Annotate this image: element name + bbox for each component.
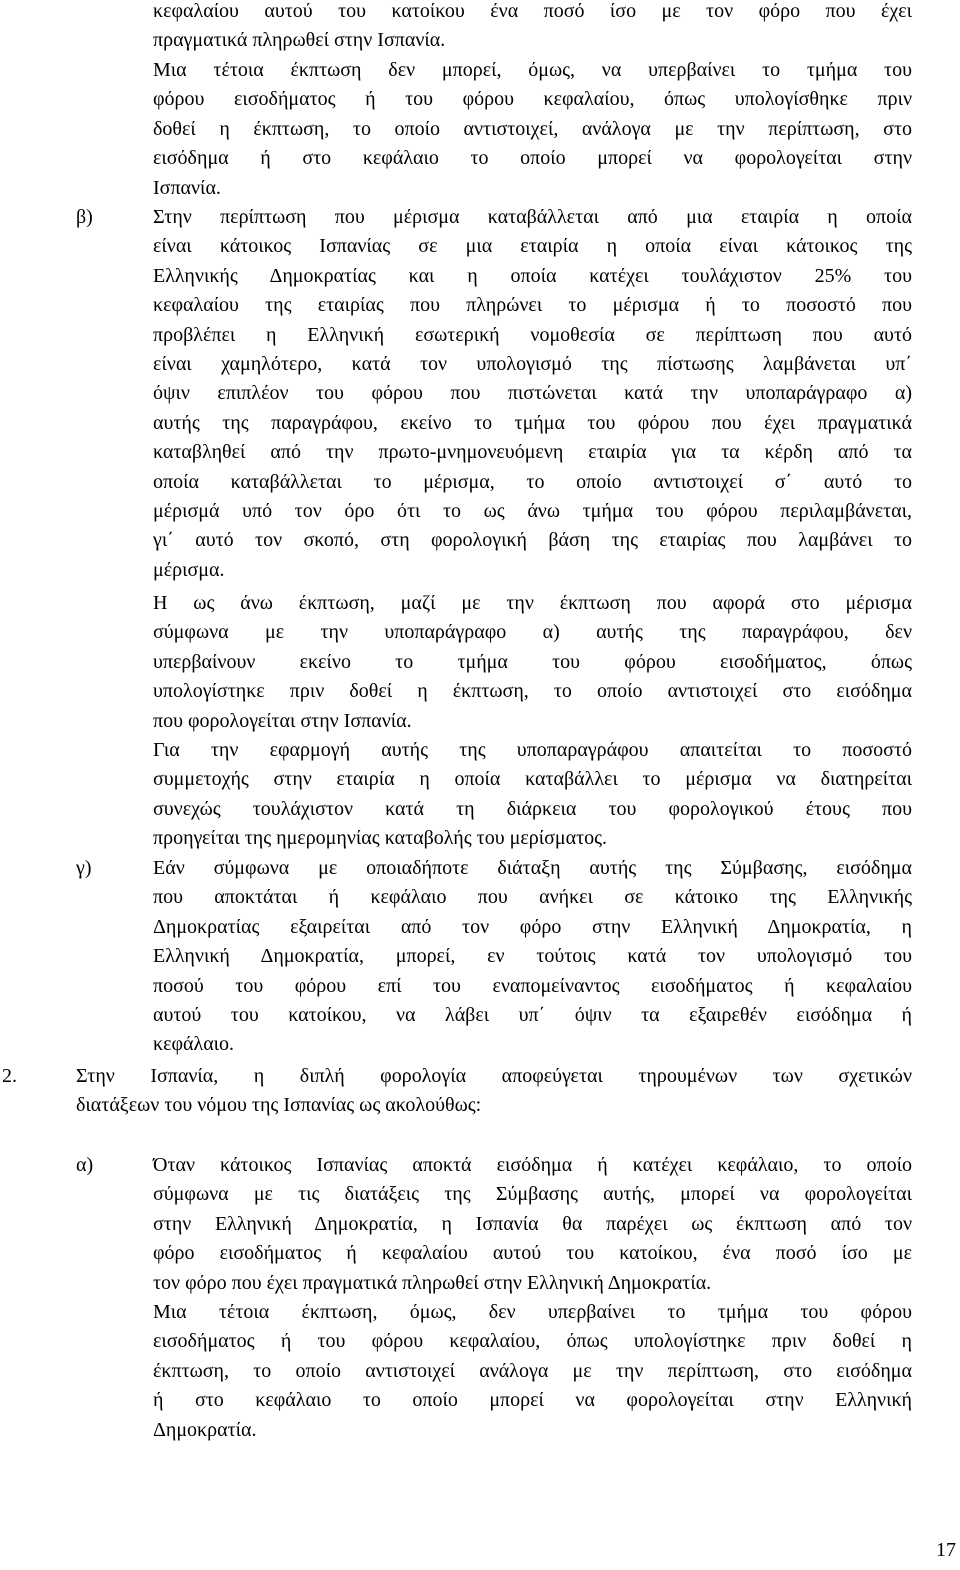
paragraph-beta xyxy=(153,203,912,585)
text-line: Μια τέτοια έκπτωση δεν μπορεί, όμως, να υπερβαίνει το τμήμα του xyxy=(153,59,912,81)
text-line: διατάξεων του νόμου της Ισπανίας ως ακολούθως: xyxy=(76,1094,482,1117)
text-line: συμμετοχής στην εταιρία η οποία καταβάλλει το μέρισμα να διατηρείται xyxy=(153,768,912,791)
paragraph-beta-deduction xyxy=(153,589,912,736)
text-line: Όταν κάτοικος Ισπανίας αποκτά εισόδημα ή κατέχει κεφάλαιο, το οποίο xyxy=(153,1154,912,1176)
text-line: κεφαλαίου αυτού του κατοίκου ένα ποσό ίσο με τον φόρο που έχει xyxy=(153,0,912,22)
text-line: αυτής της παραγράφου, εκείνο το τμήμα του φόρου που έχει πραγματικά xyxy=(153,411,912,434)
text-line: είναι χαμηλότερο, κατά τον υπολογισμό της πίστωσης λαμβάνεται υπ΄ xyxy=(153,353,912,376)
text-line: συνεχώς τουλάχιστον κατά τη διάρκεια του φορολογικού έτους που xyxy=(153,797,912,820)
text-line: πραγματικά πληρωθεί στην Ισπανία. xyxy=(153,29,446,52)
text-line: κεφαλαίου της εταιρίας που πληρώνει το μέρισμα ή το ποσοστό που xyxy=(153,294,912,317)
paragraph-continuation xyxy=(153,0,912,56)
text-line: είναι κάτοικος Ισπανίας σε μια εταιρία η οποία είναι κάτοικος της xyxy=(153,235,912,258)
text-line: όψιν επιπλέον του φόρου που πιστώνεται κατά την υποπαράγραφο α) xyxy=(153,382,912,405)
paragraph-beta-application xyxy=(153,736,912,854)
text-line: Στην περίπτωση που μέρισμα καταβάλλεται από μια εταιρία η οποία xyxy=(153,206,912,228)
page-number: 17 xyxy=(936,1539,956,1561)
text-line: Η ως άνω έκπτωση, μαζί με την έκπτωση που αφορά στο μέρισμα xyxy=(153,592,912,614)
text-line: μέρισμα. xyxy=(153,558,225,581)
text-line: Δημοκρατίας εξαιρείται από τον φόρο στην Ελληνική Δημοκρατία, η xyxy=(153,915,912,938)
paragraph-alpha xyxy=(153,1151,912,1298)
text-line: φόρου εισοδήματος ή του φόρου κεφαλαίου, όπως υπολογίσθηκε πριν xyxy=(153,88,912,111)
text-line: Ισπανία. xyxy=(153,176,221,199)
text-line: τον φόρο που έχει πραγματικά πληρωθεί στην Ελληνική Δημοκρατία. xyxy=(153,1271,712,1294)
text-line: που αποκτάται ή κεφάλαιο που ανήκει σε κάτοικο της Ελληνικής xyxy=(153,886,912,909)
item-label-beta: β) xyxy=(76,206,93,228)
paragraph-deduction-limit xyxy=(153,56,912,203)
text-line: Δημοκρατία. xyxy=(153,1418,257,1441)
text-line: μέρισμά υπό τον όρο ότι το ως άνω τμήμα του φόρου περιλαμβάνεται, xyxy=(153,500,912,523)
item-label-gamma: γ) xyxy=(76,857,92,879)
paragraph-2 xyxy=(76,1062,912,1121)
text-line: προηγείται της ημερομηνίας καταβολής του μερίσματος. xyxy=(153,827,608,850)
text-line: σύμφωνα με την υποπαράγραφο α) αυτής της παραγράφου, δεν xyxy=(153,621,912,644)
text-line: γι΄ αυτό τον σκοπό, στη φορολογική βάση της εταιρίας που λαμβάνει το xyxy=(153,529,912,552)
text-line: εισοδήματος ή του φόρου κεφαλαίου, όπως υπολογίστηκε πριν δοθεί η xyxy=(153,1330,912,1353)
text-line: Εάν σύμφωνα με οποιαδήποτε διάταξη αυτής της Σύμβασης, εισόδημα xyxy=(153,857,912,879)
text-line: Για την εφαρμογή αυτής της υποπαραγράφου απαιτείται το ποσοστό xyxy=(153,739,912,761)
paragraph-gamma xyxy=(153,854,912,1060)
text-line: ποσού του φόρου επί του εναπομείναντος εισοδήματος ή κεφαλαίου xyxy=(153,974,912,997)
item-label-alpha: α) xyxy=(76,1154,94,1176)
text-line: δοθεί η έκπτωση, το οποίο αντιστοιχεί, ανάλογα με την περίπτωση, στο xyxy=(153,117,912,140)
text-line: Ελληνική Δημοκρατία, μπορεί, εν τούτοις κατά τον υπολογισμό του xyxy=(153,945,912,968)
text-line: έκπτωση, το οποίο αντιστοιχεί ανάλογα με την περίπτωση, στο εισόδημα xyxy=(153,1359,912,1382)
text-line: εισόδημα ή στο κεφάλαιο το οποίο μπορεί να φορολογείται στην xyxy=(153,147,912,170)
text-line: Στην Ισπανία, η διπλή φορολογία αποφεύγεται τηρουμένων των σχετικών xyxy=(76,1065,912,1087)
text-line: σύμφωνα με τις διατάξεις της Σύμβασης αυτής, μπορεί να φορολογείται xyxy=(153,1183,912,1206)
text-line: καταβληθεί από την πρωτο-μνημονευόμενη εταιρία για τα κέρδη από τα xyxy=(153,441,912,464)
text-line: οποία καταβάλλεται το μέρισμα, το οποίο αντιστοιχεί σ΄ αυτό το xyxy=(153,470,912,493)
text-line: στην Ελληνική Δημοκρατία, η Ισπανία θα παρέχει ως έκπτωση από τον xyxy=(153,1212,912,1235)
text-line: κεφάλαιο. xyxy=(153,1033,235,1056)
paragraph-alpha-limit xyxy=(153,1298,912,1445)
text-line: αυτού του κατοίκου, να λάβει υπ΄ όψιν τα εξαιρεθέν εισόδημα ή xyxy=(153,1004,912,1027)
text-line: υπολογίστηκε πριν δοθεί η έκπτωση, το οποίο αντιστοιχεί στο εισόδημα xyxy=(153,680,912,703)
text-line: φόρο εισοδήματος ή κεφαλαίου αυτού του κατοίκου, ένα ποσό ίσο με xyxy=(153,1242,912,1265)
text-line: Ελληνικής Δημοκρατίας και η οποία κατέχει τουλάχιστον 25% του xyxy=(153,264,912,287)
text-line: Μια τέτοια έκπτωση, όμως, δεν υπερβαίνει το τμήμα του φόρου xyxy=(153,1301,912,1323)
text-line: υπερβαίνουν εκείνο το τμήμα του φόρου εισοδήματος, όπως xyxy=(153,650,912,673)
section-number-2: 2. xyxy=(2,1065,17,1087)
text-line: προβλέπει η Ελληνική εσωτερική νομοθεσία σε περίπτωση που αυτό xyxy=(153,323,912,346)
text-line: ή στο κεφάλαιο το οποίο μπορεί να φορολογείται στην Ελληνική xyxy=(153,1389,912,1412)
text-line: που φορολογείται στην Ισπανία. xyxy=(153,709,412,732)
